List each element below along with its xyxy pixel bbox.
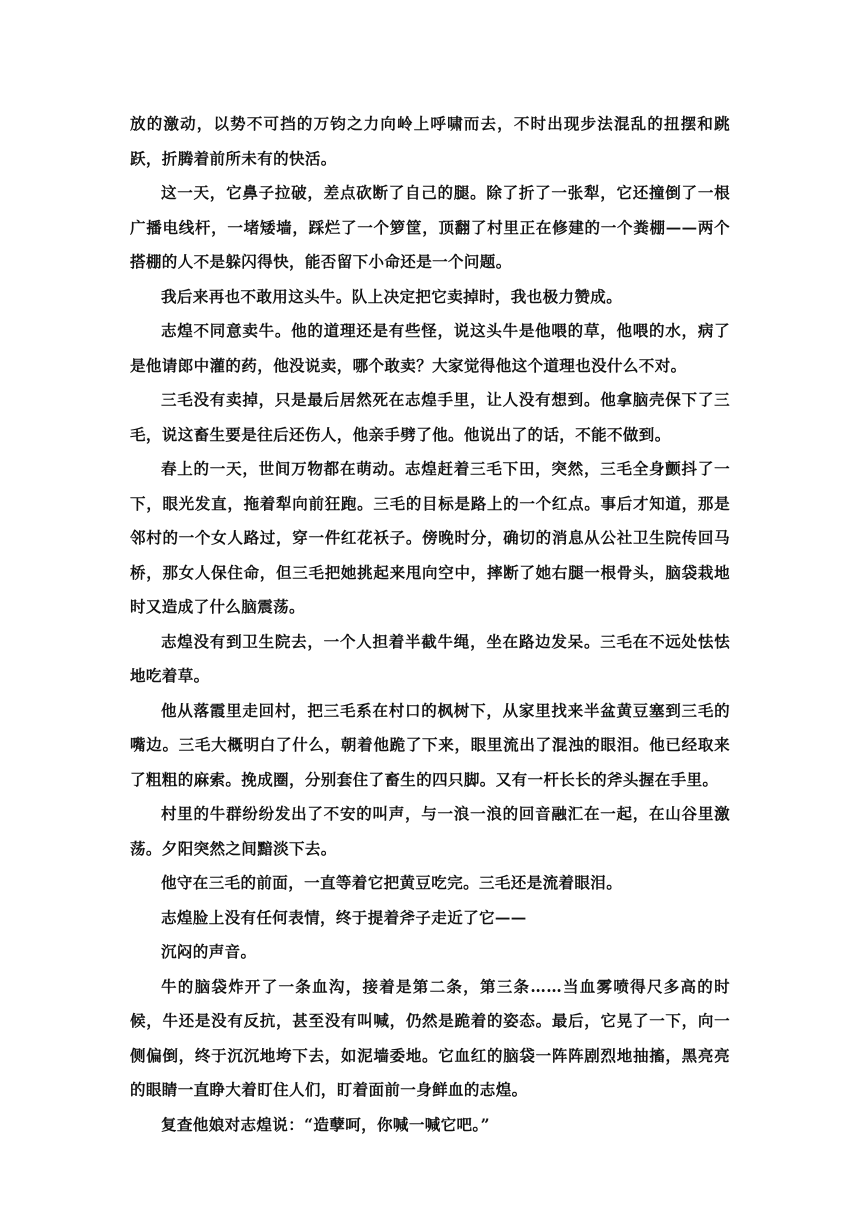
paragraph: 志煌脸上没有任何表情，终于提着斧子走近了它——: [161, 907, 527, 927]
paragraph: 他从落霞里走回村，把三毛系在村口的枫树下，从家里找来半盆黄豆塞到三毛的嘴边。三毛大概明白了什么，朝着他跪了下来，眼里流出了混浊的眼泪。他已经取来了粗粗的麻索。挽成圈，分别套住了畜生的四只脚。又有一杆长长的斧头握在手里。: [130, 700, 730, 789]
paragraph: 复查他娘对志煌说：“造孽呵，你喊一喊它吧。”: [161, 1114, 490, 1134]
paragraph: 村里的牛群纷纷发出了不安的叫声，与一浪一浪的回音融汇在一起，在山谷里激荡。夕阳突然之间黯淡下去。: [130, 804, 730, 858]
paragraph: 这一天，它鼻子拉破，差点砍断了自己的腿。除了折了一张犁，它还撞倒了一根广播电线杆，一堵矮墙，踩烂了一个箩筐，顶翻了村里正在修建的一个粪棚——两个搭棚的人不是躲闪得快，能否留下小命还是一个问题。: [130, 183, 730, 271]
paragraph: 我后来再也不敢用这头牛。队上决定把它卖掉时，我也极力赞成。: [161, 286, 623, 306]
paragraph: 志煌不同意卖牛。他的道理还是有些怪，说这头牛是他喂的草，他喂的水，病了是他请郎中灌的药，他没说卖，哪个敢卖？大家觉得他这个道理也没什么不对。: [130, 321, 730, 375]
paragraph: 三毛没有卖掉，只是最后居然死在志煌手里，让人没有想到。他拿脑壳保下了三毛，说这畜生要是往后还伤人，他亲手劈了他。他说出了的话，不能不做到。: [130, 390, 730, 444]
paragraph: 牛的脑袋炸开了一条血沟，接着是第二条，第三条……当血雾喷得尺多高的时候，牛还是没有反抗，甚至没有叫喊，仍然是跪着的姿态。最后，它晃了一下，向一侧偏倒，终于沉沉地垮下去，如泥墙委地。它血红的脑袋一阵阵剧烈地抽搐，黑亮亮的眼睛一直睁大着盯住人们，盯着面前一身鲜血的志煌。: [130, 976, 730, 1099]
paragraph: 沉闷的声音。: [161, 942, 257, 961]
paragraph: 志煌没有到卫生院去，一个人担着半截牛绳，坐在路边发呆。三毛在不远处怯怯地吃着草。: [130, 631, 730, 685]
paragraph: 春上的一天，世间万物都在萌动。志煌赶着三毛下田，突然，三毛全身颤抖了一下，眼光发直，拖着犁向前狂跑。三毛的目标是路上的一个红点。事后才知道，那是邻村的一个女人路过，穿一件红花袄子。傍晚时分，确切的消息从公社卫生院传回马桥，那女人保住命，但三毛把她挑起来甩向空中，摔断了她右腿一根骨头，脑袋栽地时又造成了什么脑震荡。: [130, 459, 730, 616]
document-body: [130, 107, 730, 1142]
paragraph: 他守在三毛的前面，一直等着它把黄豆吃完。三毛还是流着眼泪。: [161, 873, 623, 892]
paragraph: 放的激动，以势不可挡的万钧之力向岭上呼啸而去，不时出现步法混乱的扭摆和跳跃，折腾着前所未有的快活。: [130, 114, 730, 168]
